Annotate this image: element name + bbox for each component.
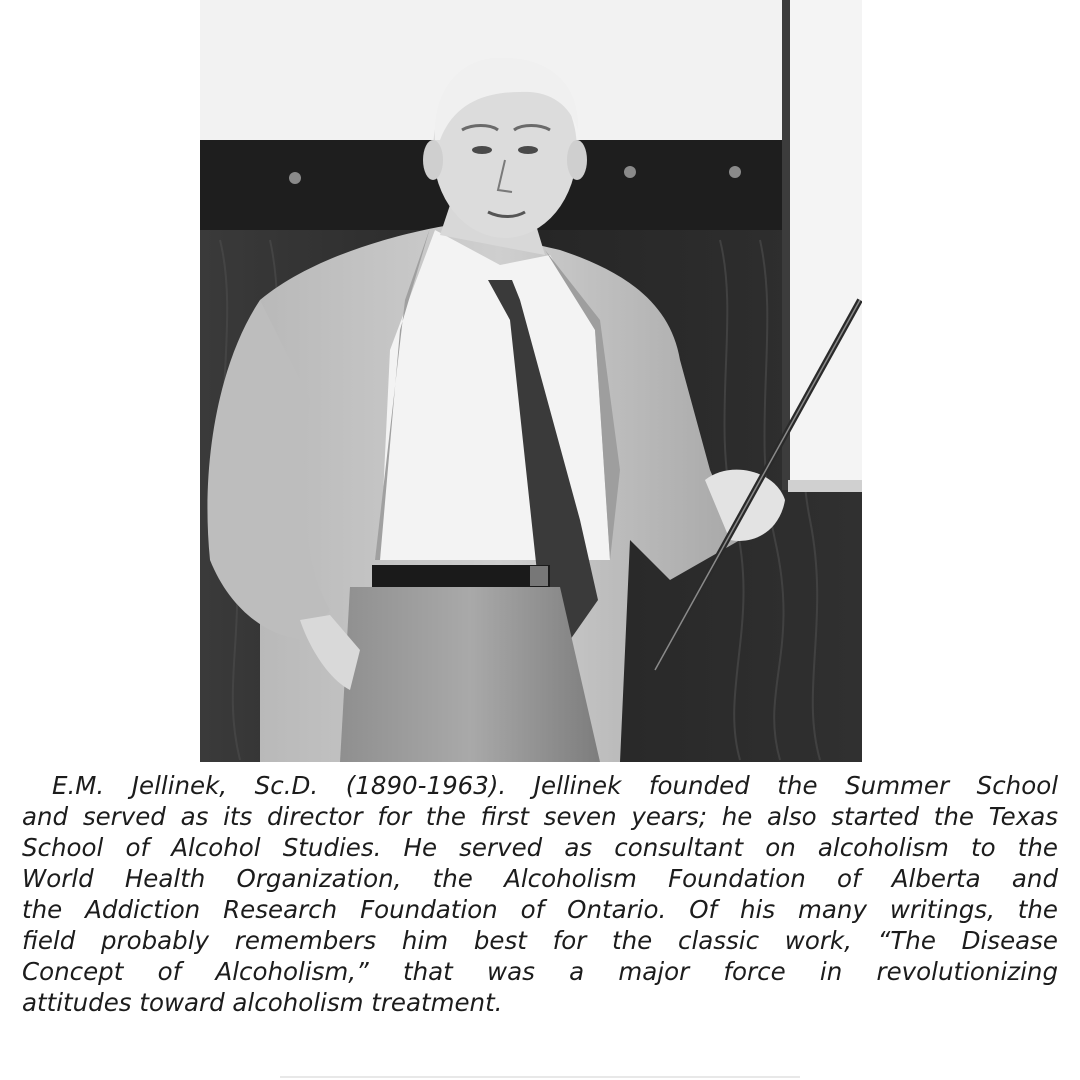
caption-line: and served as its director for the first seven years; he also started the Texas xyxy=(22,802,1058,831)
caption-line: the Addiction Research Foundation of Ontario. Of his many writings, the xyxy=(22,895,1058,924)
caption-line: attitudes toward alcoholism treatment. xyxy=(22,988,503,1017)
photo-caption xyxy=(22,770,1058,1018)
caption-line: World Health Organization, the Alcoholism Foundation of Alberta and xyxy=(22,864,1058,893)
caption-line: Concept of Alcoholism,” that was a major force in revolutionizing xyxy=(22,957,1058,986)
portrait-photo xyxy=(200,0,862,762)
caption-line: School of Alcohol Studies. He served as consultant on alcoholism to the xyxy=(22,833,1058,862)
portrait-photo-icon xyxy=(200,0,862,762)
caption-line: field probably remembers him best for the classic work, “The Disease xyxy=(22,926,1058,955)
caption-line: E.M. Jellinek, Sc.D. (1890-1963). Jellinek founded the Summer School xyxy=(52,771,1058,800)
page-edge-divider xyxy=(280,1076,800,1078)
